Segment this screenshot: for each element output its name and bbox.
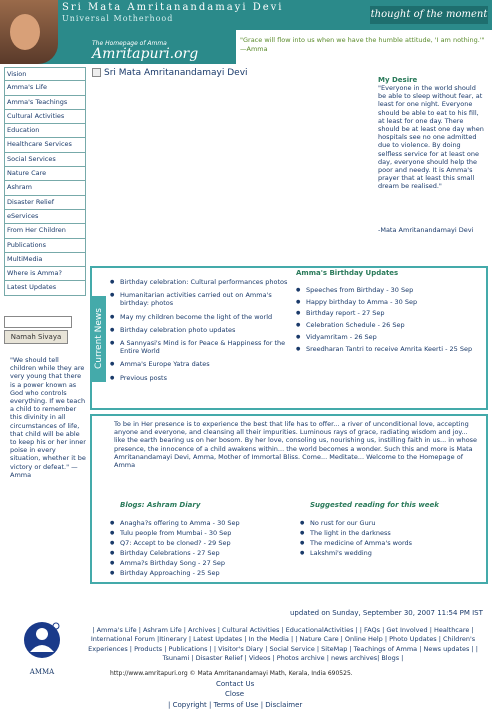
list-item[interactable]: ● Birthday celebration photo updates xyxy=(110,326,288,334)
list-item[interactable]: ● May my children become the light of the world xyxy=(110,313,288,321)
thought-of-moment-title: thought of the moment xyxy=(370,6,488,24)
list-item[interactable]: ● Birthday Approaching - 25 Sep xyxy=(110,569,300,577)
sidebar-item-cultural[interactable]: Cultural Activities xyxy=(4,110,86,124)
sidebar-item-teachings[interactable]: Amma's Teachings xyxy=(4,96,86,110)
logo-tagline: The Homepage of Amma xyxy=(92,40,167,47)
suggested-reading-list xyxy=(300,519,480,559)
sidebar-item-disaster[interactable]: Disaster Relief xyxy=(4,196,86,210)
list-item[interactable]: ● Birthday report - 27 Sep xyxy=(296,309,486,317)
amma-logo-icon xyxy=(22,620,62,662)
welcome-text: To be in Her presence is to experience the best that life has to offer... a river of unconditional love, accepting anyone and everyone, and cleansing all their impurities. Luminous rays of grace, radiating wisdom and joy... like the earth bearing us on her bosom. By her love, consoling us, nourishing us, instilling faith in us... in whose presence, the innocence of a child awakens within... the world becomes a wonder. Such this and more is Mata Amritanandamayi Devi, Amma, Mother of Immortal Bliss. Come... Meditate... Welcome to the Homepage of Amma xyxy=(114,420,478,470)
list-item[interactable]: ● Sreedharan Tantri to receive Amrita Keerti - 25 Sep xyxy=(296,345,486,353)
sidebar-item-education[interactable]: Education xyxy=(4,124,86,138)
sidebar-item-eservices[interactable]: eServices xyxy=(4,210,86,224)
current-news-tab: Current News xyxy=(92,296,106,382)
sidebar-item-where-amma[interactable]: Where is Amma? xyxy=(4,267,86,281)
legal-links[interactable]: | Copyright | Terms of Use | Disclaimer xyxy=(168,701,303,709)
sidebar-item-vision[interactable]: Vision xyxy=(4,67,86,81)
search-input[interactable] xyxy=(4,316,72,328)
site-name: Sri Mata Amritanandamayi Devi xyxy=(62,2,284,13)
list-item[interactable]: ● Anagha?s offering to Amma - 30 Sep xyxy=(110,519,300,527)
sidebar-nav xyxy=(4,67,86,296)
site-subtitle: Universal Motherhood xyxy=(62,14,174,23)
suggested-reading-heading: Suggested reading for this week xyxy=(310,501,439,509)
list-item[interactable]: ● Amma's Europe Yatra dates xyxy=(110,360,288,368)
close-link[interactable]: Close xyxy=(225,690,245,698)
blogs-list xyxy=(110,519,300,579)
last-updated: updated on Sunday, September 30, 2007 11:54 PM IST xyxy=(290,609,483,617)
list-item[interactable]: ● Humanitarian activities carried out on Amma's birthday: photos xyxy=(110,291,288,307)
list-item[interactable]: ● Tulu people from Mumbai - 30 Sep xyxy=(110,529,300,537)
list-item[interactable]: ● Happy birthday to Amma - 30 Sep xyxy=(296,298,486,306)
footer-links[interactable]: | Amma's Life | Ashram Life | Archives | Cultural Activities | EducationalActivities | | FAQs | Get Involved | Healthcare | International Forum |Itinerary | Latest Updates | In the Media | | Nature Care | Online Help | Photo Updates | Children's Experiences | Products | Publications | | Visitor's Diary | Social Service | SiteMap | Teachings of Amma | News updates | | Tsunami | Disaster Relief | Videos | Photos archive | news archives| Blogs | xyxy=(88,626,478,662)
site-logo[interactable]: Amritapuri.org xyxy=(92,46,199,62)
list-item[interactable]: ● Birthday celebration: Cultural performances photos xyxy=(110,278,288,286)
list-item[interactable]: ● The medicine of Amma's words xyxy=(300,539,480,547)
list-item[interactable]: ● Lakshmi's wedding xyxy=(300,549,480,557)
sidebar-item-social[interactable]: Social Services xyxy=(4,153,86,167)
sidebar-item-multimedia[interactable]: MultiMedia xyxy=(4,253,86,267)
sidebar-item-publications[interactable]: Publications xyxy=(4,239,86,253)
list-item[interactable]: ● Speeches from Birthday - 30 Sep xyxy=(296,286,486,294)
my-desire-heading: My Desire xyxy=(378,76,418,84)
sidebar-item-ammas-life[interactable]: Amma's Life xyxy=(4,81,86,95)
list-item[interactable]: ● Previous posts xyxy=(110,374,288,382)
namah-sivaya-button[interactable]: Namah Sivaya xyxy=(4,330,68,344)
sidebar-item-healthcare[interactable]: Healthcare Services xyxy=(4,138,86,152)
amma-photo xyxy=(0,0,58,64)
sidebar-item-children[interactable]: From Her Children xyxy=(4,224,86,238)
sidebar-item-latest[interactable]: Latest Updates xyxy=(4,281,86,295)
my-desire-text: "Everyone in the world should be able to sleep without fear, at least for one night. Everyone should be able to eat to his fill, at least for one day. There should be at least one day when hospitals see no one admitted due to violence. By doing selfless service for at least one day, everyone should help the poor and needy. It is Amma's prayer that at least this small dream be realised." xyxy=(378,84,484,191)
contact-us-link[interactable]: Contact Us xyxy=(216,680,255,688)
my-desire-signature: -Mata Amritanandamayi Devi xyxy=(378,226,474,234)
main-image-title: Sri Mata Amritanandamayi Devi xyxy=(104,68,248,78)
list-item[interactable]: ● Birthday Celebrations - 27 Sep xyxy=(110,549,300,557)
footer-logo-label: AMMA xyxy=(29,668,55,676)
list-item[interactable]: ● Q7: Accept to be cloned? - 29 Sep xyxy=(110,539,300,547)
list-item[interactable]: ● The light in the darkness xyxy=(300,529,480,537)
list-item[interactable]: ● Vidyamritam - 26 Sep xyxy=(296,333,486,341)
list-item[interactable]: ● A Sannyasi's Mind is for Peace & Happiness for the Entire World xyxy=(110,339,288,355)
current-news-list xyxy=(110,278,288,387)
sidebar-item-nature[interactable]: Nature Care xyxy=(4,167,86,181)
birthday-updates-heading: Amma's Birthday Updates xyxy=(296,269,399,277)
sidebar-item-ashram[interactable]: Ashram xyxy=(4,181,86,195)
broken-image-icon xyxy=(92,68,101,77)
blogs-heading[interactable]: Blogs: Ashram Diary xyxy=(120,501,201,509)
birthday-updates-list xyxy=(296,286,486,356)
list-item[interactable]: ● Celebration Schedule - 26 Sep xyxy=(296,321,486,329)
sidebar-quote: "We should tell children while they are very young that there is a power known as God who controls everything. If we teach a child to remember this divinity in all circumstances of life, that child will be able to keep his or her inner poise in every situation, whether it be victory or defeat." —Amma xyxy=(10,356,86,479)
thought-of-moment-text: "Grace will flow into us when we have the humble attitude, 'I am nothing.'" —Amma xyxy=(240,36,488,54)
list-item[interactable]: ● Amma?s Birthday Song - 27 Sep xyxy=(110,559,300,567)
copyright-text: http://www.amritapuri.org © Mata Amritanandamayi Math, Kerala, India 690525. xyxy=(110,670,353,677)
list-item[interactable]: ● No rust for our Guru xyxy=(300,519,480,527)
